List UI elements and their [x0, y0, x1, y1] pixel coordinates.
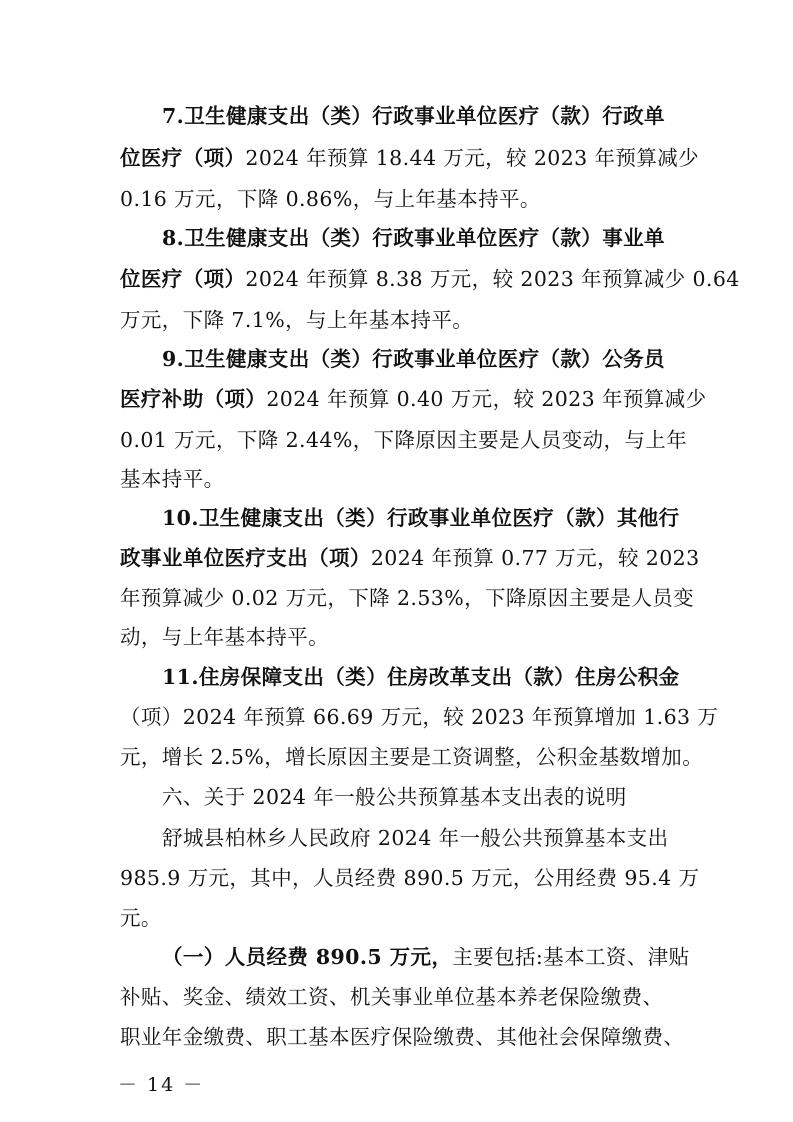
item-7-line2-text: 2024 年预算 18.44 万元，较 2023 年预算减少	[245, 146, 700, 170]
item-11-line3: 元，增长 2.5%，增长原因主要是工资调整，公积金基数增加。	[120, 745, 704, 769]
item-10-heading-line2: 政事业单位医疗支出（项）	[120, 546, 371, 570]
item-8-heading-line2: 位医疗（项）	[120, 267, 246, 291]
item-11-line2: （项）2024 年预算 66.69 万元，较 2023 年预算增加 1.63 万	[120, 705, 719, 729]
subsection-1-line1-text: 主要包括:基本工资、津贴	[452, 945, 690, 969]
item-7-heading-line2: 位医疗（项）	[120, 146, 246, 170]
item-9-line2-text: 2024 年预算 0.40 万元，较 2023 年预算减少	[266, 387, 707, 411]
section-6-line2: 985.9 万元，其中，人员经费 890.5 万元，公用经费 95.4 万	[120, 866, 700, 890]
item-7-line3: 0.16 万元，下降 0.86%，与上年基本持平。	[120, 187, 541, 211]
item-8-line2-text: 2024 年预算 8.38 万元，较 2023 年预算减少 0.64	[245, 267, 740, 291]
section-6-title: 六、关于 2024 年一般公共预算基本支出表的说明	[162, 785, 627, 809]
item-10-line2	[120, 548, 700, 569]
item-8-heading-line1: 8.卫生健康支出（类）行政事业单位医疗（款）事业单	[162, 226, 665, 250]
item-8-line2	[120, 269, 740, 290]
item-9-line4: 基本持平。	[120, 467, 225, 491]
item-10-line4: 动，与上年基本持平。	[120, 625, 329, 649]
section-6-line3: 元。	[120, 906, 162, 930]
item-11-heading: 11.住房保障支出（类）住房改革支出（款）住房公积金	[162, 665, 680, 689]
subsection-1-line3: 职业年金缴费、职工基本医疗保险缴费、其他社会保障缴费、	[120, 1025, 685, 1049]
item-7-heading-line1: 7.卫生健康支出（类）行政事业单位医疗（款）行政单	[162, 104, 665, 128]
section-6-line1: 舒城县柏林乡人民政府 2024 年一般公共预算基本支出	[162, 826, 669, 850]
item-9-heading-line1: 9.卫生健康支出（类）行政事业单位医疗（款）公务员	[162, 347, 665, 371]
page-number: － 14 －	[118, 1074, 205, 1096]
subsection-1-line1	[162, 947, 690, 968]
item-10-line3: 年预算减少 0.02 万元，下降 2.53%，下降原因主要是人员变	[120, 586, 695, 610]
item-10-line2-text: 2024 年预算 0.77 万元，较 2023	[370, 546, 700, 570]
item-7-line2	[120, 148, 699, 169]
subsection-1-line2: 补贴、奖金、绩效工资、机关事业单位基本养老保险缴费、	[120, 985, 664, 1009]
item-8-line3: 万元，下降 7.1%，与上年基本持平。	[120, 308, 474, 332]
item-10-heading-line1: 10.卫生健康支出（类）行政事业单位医疗（款）其他行	[162, 506, 680, 530]
subsection-1-heading: （一）人员经费 890.5 万元，	[162, 945, 453, 969]
item-9-heading-line2: 医疗补助（项）	[120, 387, 267, 411]
item-9-line3: 0.01 万元，下降 2.44%，下降原因主要是人员变动，与上年	[120, 428, 688, 452]
item-9-line2	[120, 389, 706, 410]
